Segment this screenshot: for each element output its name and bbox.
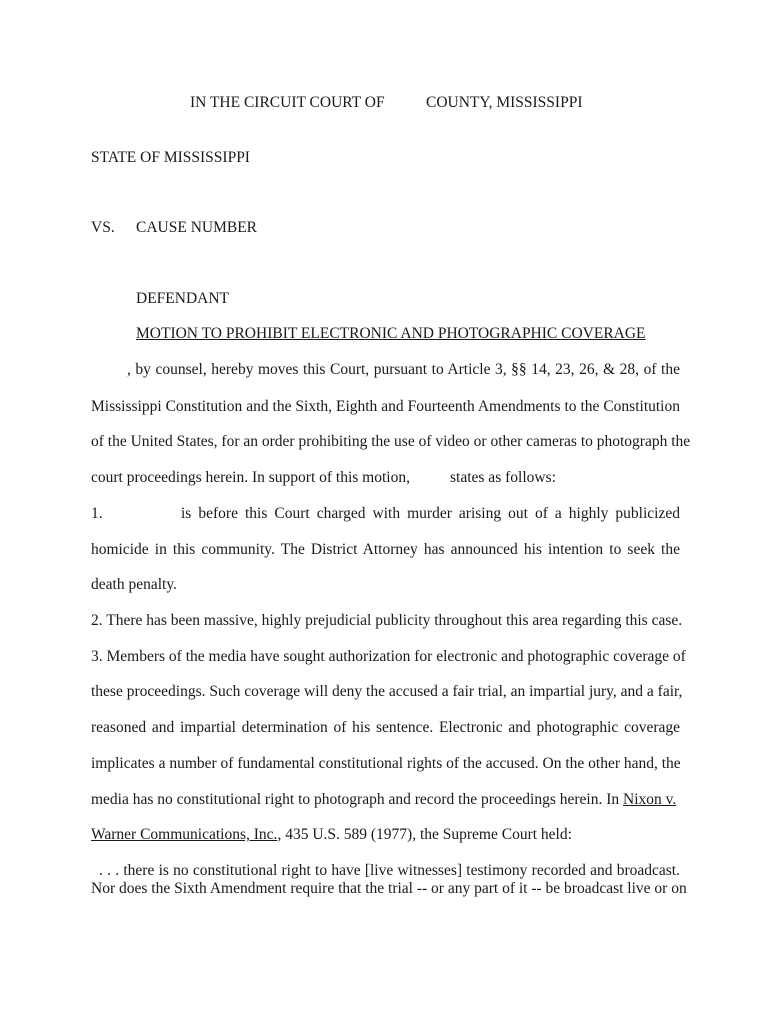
paragraph-1-number: 1. bbox=[91, 505, 103, 522]
intro-line-2: Mississippi Constitution and the Sixth, Eighth and Fourteenth Amendments to the Constitution bbox=[91, 398, 680, 415]
intro-line-4b: states as follows: bbox=[450, 469, 556, 486]
cause-number-label: CAUSE NUMBER bbox=[136, 219, 258, 236]
intro-line-3: of the United States, for an order prohibiting the use of video or other cameras to photograph the bbox=[91, 433, 691, 450]
plaintiff-name: STATE OF MISSISSIPPI bbox=[91, 149, 250, 166]
motion-title: MOTION TO PROHIBIT ELECTRONIC AND PHOTOGRAPHIC COVERAGE bbox=[136, 325, 646, 342]
case-citation-nixon: Nixon v. bbox=[623, 791, 677, 808]
intro-line-1: , by counsel, hereby moves this Court, pursuant to Article 3, §§ 14, 23, 26, & 28, of the bbox=[127, 361, 680, 378]
paragraph-1-line-1: is before this Court charged with murder arising out of a highly publicized bbox=[181, 505, 680, 522]
paragraph-3-line-1: 3. Members of the media have sought authorization for electronic and photographic coverage of bbox=[91, 648, 686, 665]
case-citation-warner: Warner Communications, Inc. bbox=[91, 826, 278, 843]
paragraph-3-line-6-rest: , 435 U.S. 589 (1977), the Supreme Court held: bbox=[277, 826, 572, 843]
quote-line-1: . . . there is no constitutional right to have [live witnesses] testimony recorded and broadcast. bbox=[99, 862, 680, 879]
paragraph-3-line-3: reasoned and impartial determination of his sentence. Electronic and photographic coverage bbox=[91, 719, 680, 736]
paragraph-3-line-2: these proceedings. Such coverage will deny the accused a fair trial, an impartial jury, and a fair, bbox=[91, 683, 683, 700]
paragraph-1-line-3: death penalty. bbox=[91, 576, 177, 593]
defendant-label: DEFENDANT bbox=[136, 290, 229, 307]
paragraph-3-line-5-text: media has no constitutional right to photograph and record the proceedings herein. In bbox=[91, 791, 620, 808]
court-heading-left: IN THE CIRCUIT COURT OF bbox=[190, 94, 385, 111]
quote-line-2: Nor does the Sixth Amendment require that the trial -- or any part of it -- be broadcast live or on bbox=[91, 880, 687, 897]
intro-line-4a: court proceedings herein. In support of this motion, bbox=[91, 469, 410, 486]
paragraph-3-line-4: implicates a number of fundamental constitutional rights of the accused. On the other hand, the bbox=[91, 755, 681, 772]
paragraph-2: 2. There has been massive, highly prejudicial publicity throughout this area regarding this case. bbox=[91, 612, 683, 629]
paragraph-3-line-5 bbox=[91, 790, 676, 810]
paragraph-1-line-2: homicide in this community. The District Attorney has announced his intention to seek the bbox=[91, 541, 680, 558]
versus-label: VS. bbox=[91, 219, 115, 236]
paragraph-3-line-6 bbox=[91, 825, 572, 845]
court-heading-right: COUNTY, MISSISSIPPI bbox=[426, 94, 583, 111]
